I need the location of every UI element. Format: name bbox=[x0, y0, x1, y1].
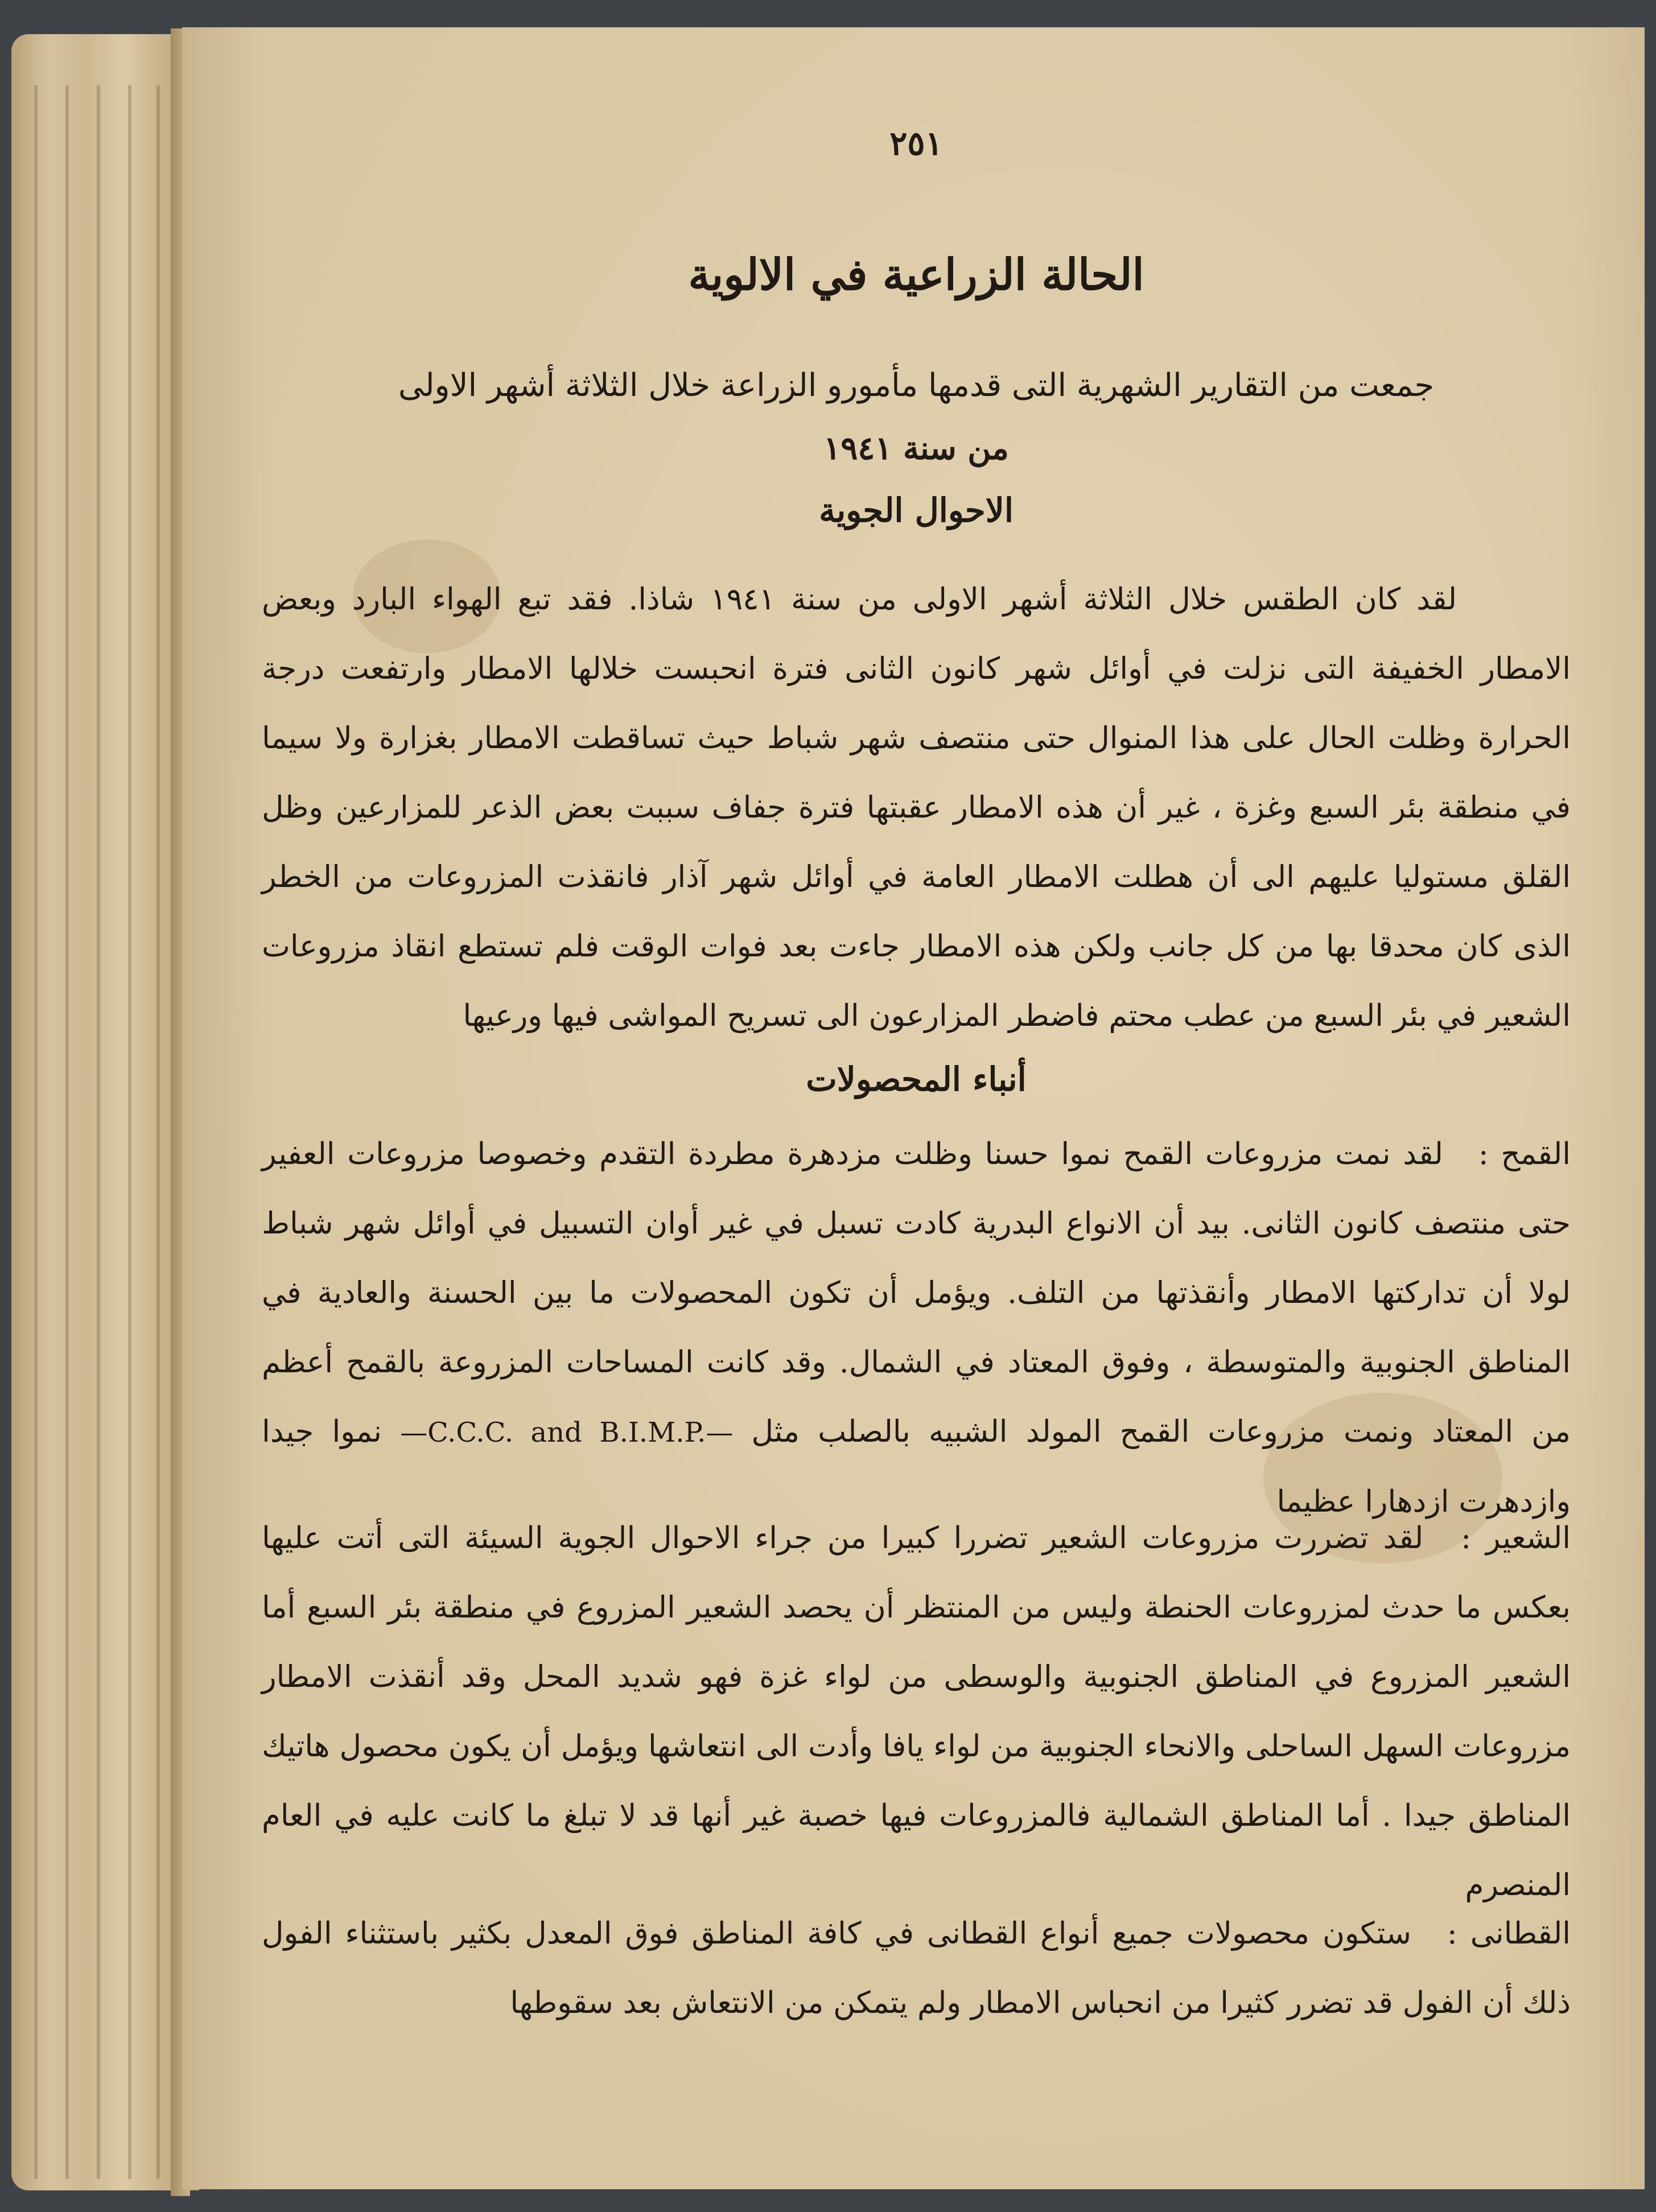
page-title: الحالة الزراعية في الالوية bbox=[688, 249, 1144, 300]
wheat-varieties-latin: —C.C.C. and B.I.M.P.— bbox=[400, 1417, 734, 1448]
crops-heading: أنباء المحصولات bbox=[806, 1060, 1027, 1099]
legumes-text: ستكون محصولات جميع أنواع القطانى في كافة المناطق فوق المعدل بكثير باستثناء الفول ذلك أن الفول قد تضرر كثيرا من انحباس الامطار ولم يتمكن من الانتعاش بعد سقوطها bbox=[262, 1916, 1571, 2020]
weather-heading: الاحوال الجوية bbox=[819, 491, 1014, 530]
legumes-paragraph bbox=[262, 1899, 1571, 2038]
barley-text: لقد تضررت مزروعات الشعير تضررا كبيرا من جراء الاحوال الجوية السيئة التى أتت عليها بعكس ما حدث لمزروعات الحنطة وليس من المنتظر أن يحصد الشعير المزروع في منطقة بئر السبع أما الشعير المزروع في المناطق الجنوبية والوسطى من لواء غزة فهو شديد المحل وقد أنقذت الامطار مزروعات السهل الساحلى والانحاء الجنوبية من لواء يافا وأدت الى انتعاشها ويؤمل أن يكون محصول هاتيك المناطق جيدا . أما المناطق الشمالية فالمزروعات فيها خصبة غير أنها قد لا تبلغ ما كانت عليه في العام المنصرم bbox=[262, 1521, 1571, 1903]
page-number: ٢٥١ bbox=[889, 124, 943, 163]
barley-label: الشعير : bbox=[1461, 1521, 1571, 1555]
wheat-text-end: نموا جيدا وازدهرت ازدهارا عظيما bbox=[262, 1414, 1571, 1519]
subtitle-year: من سنة ١٩٤١ bbox=[823, 430, 1009, 467]
wheat-label: القمح : bbox=[1478, 1137, 1571, 1171]
wheat-text: لقد نمت مزروعات القمح نموا حسنا وظلت مزدهرة مطردة التقدم وخصوصا مزروعات العفير حتى منتصف كانون الثانى. بيد أن الانواع البدرية كادت تسبل في غير أوان التسبيل في أوائل شهر شباط لولا أن تداركتها الامطار وأنقذتها من التلف. ويؤمل أن تكون المحصولات ما بين الحسنة والعادية في المناطق الجنوبية والمتوسطة ، وفوق المعتاد في الشمال. وقد كانت المساحات المزروعة بالقمح أعظم من المعتاد ونمت مزروعات القمح المولد الشبيه بالصلب مثل bbox=[262, 1137, 1571, 1449]
weather-paragraph: لقد كان الطقس خلال الثلاثة أشهر الاولى من سنة ١٩٤١ شاذا. فقد تبع الهواء البارد وبعض الامطار الخفيفة التى نزلت في أوائل شهر كانون الثانى فترة انحبست خلالها الامطار وارتفعت درجة الحرارة وظلت الحال على هذا المنوال حتى منتصف شهر شباط حيث تساقطت الامطار بغزارة ولا سيما في منطقة بئر السبع وغزة ، غير أن هذه الامطار عقبتها فترة جفاف سببت بعض الذعر للمزارعين وظل القلق مستوليا عليهم الى أن هطلت الامطار العامة في أوائل شهر آذار فانقذت المزروعات من الخطر الذى كان محدقا بها من كل جانب ولكن هذه الامطار جاءت بعد فوات الوقت فلم تستطع انقاذ مزروعات الشعير في بئر السبع من عطب محتم فاضطر المزارعون الى تسريح المواشى فيها ورعيها bbox=[262, 582, 1571, 1033]
subtitle-text: جمعت من التقارير الشهرية التى قدمها مأمورو الزراعة خلال الثلاثة أشهر الاولى bbox=[398, 367, 1435, 404]
barley-paragraph bbox=[262, 1504, 1571, 1920]
legumes-label: القطانى : bbox=[1447, 1916, 1571, 1951]
document-page bbox=[182, 27, 1645, 2189]
page-subtitle bbox=[262, 354, 1571, 480]
wheat-paragraph bbox=[262, 1120, 1571, 1537]
